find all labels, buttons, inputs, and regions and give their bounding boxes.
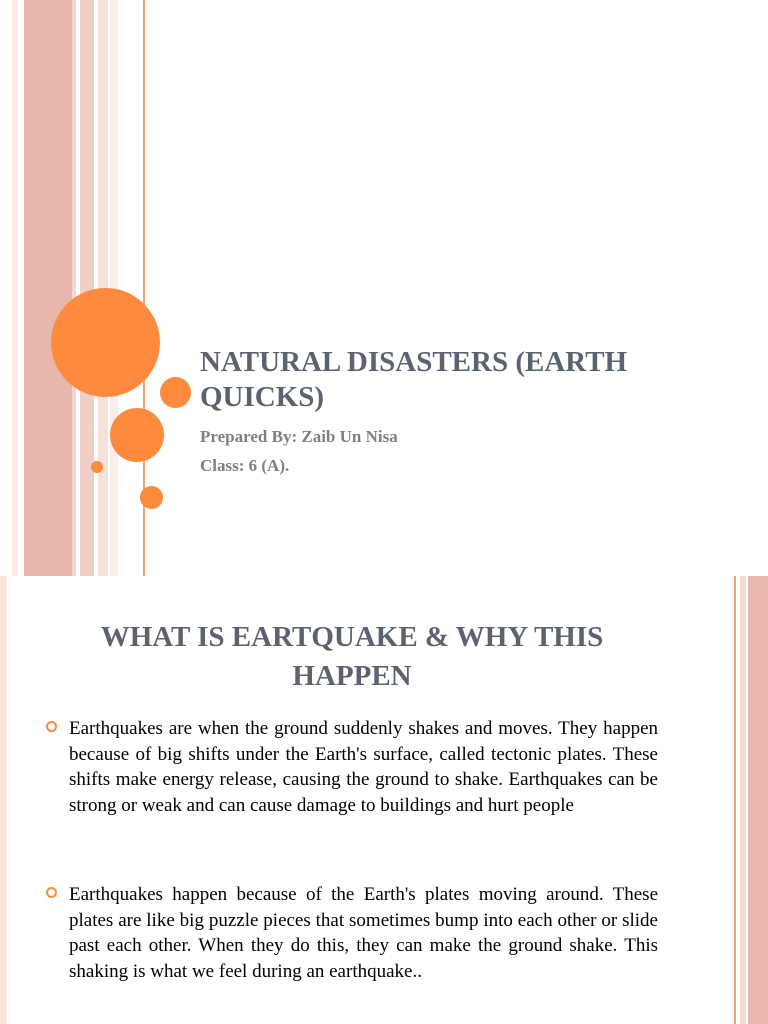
bullet-text: Earthquakes are when the ground suddenly shakes and moves. They happen because of big shifts under the Earth's surface, called tectonic plates. These shifts make energy release, causing the ground to shake. Earthquakes can be strong or weak and can cause damage to buildings and hurt people <box>69 718 658 816</box>
decorative-stripe <box>0 576 7 1024</box>
decorative-stripe <box>24 0 72 576</box>
presentation-title: NATURAL DISASTERS (EARTH QUICKS) <box>200 346 628 413</box>
decorative-circle <box>140 486 163 509</box>
slide-heading: WHAT IS EARTQUAKE & WHY THIS HAPPEN <box>100 621 604 692</box>
decorative-stripe <box>734 576 736 1024</box>
decorative-stripe <box>748 576 768 1024</box>
list-item <box>46 882 658 984</box>
decorative-stripe <box>80 0 94 576</box>
decorative-circle <box>160 377 191 408</box>
class-text: Class: 6 (A). <box>200 456 290 475</box>
prepared-by-text: Prepared By: Zaib Un Nisa <box>200 427 398 446</box>
content-slide <box>0 576 768 1024</box>
decorative-circle-large <box>51 288 160 397</box>
list-item <box>46 716 658 818</box>
bullet-text: Earthquakes happen because of the Earth's plates moving around. These plates are like big puzzle pieces that sometimes bump into each other or slide past each other. When they do this, they can make the ground shake. This shaking is what we feel during an earthquake.. <box>69 884 658 982</box>
decorative-stripe <box>12 0 18 576</box>
decorative-stripe <box>740 576 746 1024</box>
decorative-stripe <box>72 0 76 576</box>
decorative-circle <box>91 461 103 473</box>
decorative-circle <box>110 408 164 462</box>
hollow-circle-bullet-icon <box>46 887 57 898</box>
hollow-circle-bullet-icon <box>46 721 57 732</box>
